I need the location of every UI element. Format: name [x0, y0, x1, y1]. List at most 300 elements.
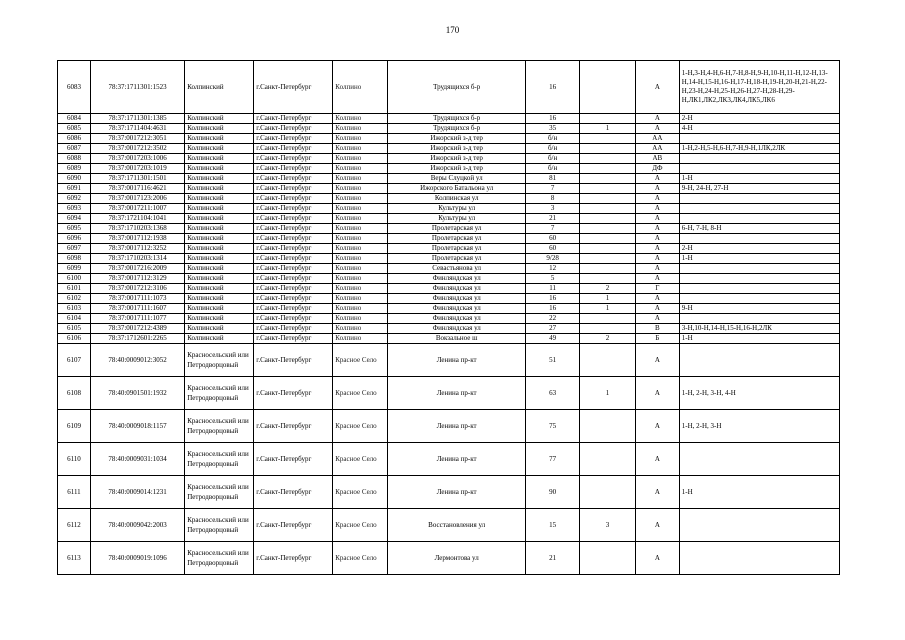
cell-district: Колпинский — [185, 334, 254, 344]
cell-district: Колпинский — [185, 154, 254, 164]
table-row — [58, 61, 840, 114]
cell-cadastral-number: 78:40:0009031:1034 — [90, 443, 184, 476]
cell-building-number — [580, 114, 636, 124]
table-row — [58, 254, 840, 264]
cell-municipality: Красное Село — [333, 476, 388, 509]
cell-district: Колпинский — [185, 204, 254, 214]
cell-building-number: 1 — [580, 304, 636, 314]
cell-letter: А — [635, 224, 679, 234]
cell-cadastral-number: 78:37:0017111:1073 — [90, 294, 184, 304]
cell-row-number: 6091 — [58, 184, 91, 194]
cell-building-number — [580, 134, 636, 144]
cell-street: Пролетарская ул — [388, 244, 526, 254]
cell-city: г.Санкт-Петербург — [254, 234, 333, 244]
cell-row-number: 6101 — [58, 284, 91, 294]
cell-municipality: Красное Село — [333, 410, 388, 443]
cell-house-number: 35 — [526, 124, 580, 134]
cell-municipality: Колпино — [333, 214, 388, 224]
cell-municipality: Красное Село — [333, 542, 388, 575]
cell-cadastral-number: 78:37:0017203:1006 — [90, 154, 184, 164]
cell-district: Колпинский — [185, 234, 254, 244]
cell-row-number: 6111 — [58, 476, 91, 509]
cell-building-number — [580, 244, 636, 254]
cell-premises: 1-Н — [679, 174, 839, 184]
cell-letter: АА — [635, 144, 679, 154]
cell-district: Красносельский или Петродворцовый — [185, 476, 254, 509]
cell-street: Восстановления ул — [388, 509, 526, 542]
cell-premises — [679, 542, 839, 575]
cell-city: г.Санкт-Петербург — [254, 274, 333, 284]
cell-building-number: 2 — [580, 334, 636, 344]
cell-premises: 9-Н — [679, 304, 839, 314]
cell-row-number: 6113 — [58, 542, 91, 575]
cell-city: г.Санкт-Петербург — [254, 284, 333, 294]
cell-street: Культуры ул — [388, 214, 526, 224]
cell-building-number — [580, 234, 636, 244]
cell-premises: 1-Н,3-Н,4-Н,6-Н,7-Н,8-Н,9-Н,10-Н,11-Н,12-Н,13-Н,14-Н,15-Н,16-Н,17-Н,18-Н,19-Н,20-Н,21-Н,22-Н,23-Н,24-Н,25-Н,26-Н,27-Н,28-Н,29-Н,ЛК1,ЛК2,ЛК3,ЛК4,ЛК5,ЛК6 — [679, 61, 839, 114]
cell-letter: А — [635, 294, 679, 304]
cell-district: Колпинский — [185, 124, 254, 134]
table-row — [58, 134, 840, 144]
cell-district: Колпинский — [185, 284, 254, 294]
cell-cadastral-number: 78:37:0017112:3129 — [90, 274, 184, 284]
cell-house-number: 60 — [526, 244, 580, 254]
cell-letter: А — [635, 476, 679, 509]
cell-building-number: 2 — [580, 284, 636, 294]
cell-district: Красносельский или Петродворцовый — [185, 443, 254, 476]
cell-house-number: 90 — [526, 476, 580, 509]
cell-letter: А — [635, 244, 679, 254]
cell-cadastral-number: 78:37:1710203:1368 — [90, 224, 184, 234]
cell-letter: А — [635, 314, 679, 324]
cell-city: г.Санкт-Петербург — [254, 164, 333, 174]
cell-city: г.Санкт-Петербург — [254, 509, 333, 542]
table-row — [58, 304, 840, 314]
cell-building-number — [580, 410, 636, 443]
cell-house-number: 51 — [526, 344, 580, 377]
cell-house-number: б/н — [526, 144, 580, 154]
cell-municipality: Колпино — [333, 204, 388, 214]
cell-street: Трудящихся б-р — [388, 124, 526, 134]
cell-municipality: Колпино — [333, 274, 388, 284]
cell-premises: 2-Н — [679, 244, 839, 254]
cell-row-number: 6098 — [58, 254, 91, 264]
cell-building-number — [580, 274, 636, 284]
cell-building-number — [580, 344, 636, 377]
cell-district: Колпинский — [185, 314, 254, 324]
cell-street: Колпинская ул — [388, 194, 526, 204]
cell-cadastral-number: 78:37:1710203:1314 — [90, 254, 184, 264]
table-row — [58, 334, 840, 344]
cell-street: Ленина пр-кт — [388, 410, 526, 443]
table-row — [58, 294, 840, 304]
cell-municipality: Красное Село — [333, 509, 388, 542]
cell-street: Пролетарская ул — [388, 224, 526, 234]
cell-district: Красносельский или Петродворцовый — [185, 377, 254, 410]
cell-city: г.Санкт-Петербург — [254, 224, 333, 234]
cell-letter: А — [635, 194, 679, 204]
cell-building-number — [580, 476, 636, 509]
cell-letter: А — [635, 443, 679, 476]
cell-house-number: 12 — [526, 264, 580, 274]
table-row — [58, 284, 840, 294]
cell-premises — [679, 204, 839, 214]
cell-premises — [679, 164, 839, 174]
cell-building-number — [580, 204, 636, 214]
cell-house-number: 16 — [526, 294, 580, 304]
cell-row-number: 6087 — [58, 144, 91, 154]
cell-district: Красносельский или Петродворцовый — [185, 542, 254, 575]
cell-house-number: 5 — [526, 274, 580, 284]
cell-house-number: 7 — [526, 184, 580, 194]
cell-street: Культуры ул — [388, 204, 526, 214]
table-row — [58, 410, 840, 443]
cell-letter: А — [635, 377, 679, 410]
cell-building-number — [580, 214, 636, 224]
registry-rows — [58, 61, 840, 575]
cell-house-number: 49 — [526, 334, 580, 344]
cell-row-number: 6103 — [58, 304, 91, 314]
cell-row-number: 6085 — [58, 124, 91, 134]
cell-city: г.Санкт-Петербург — [254, 410, 333, 443]
cell-city: г.Санкт-Петербург — [254, 214, 333, 224]
cell-row-number: 6083 — [58, 61, 91, 114]
cell-letter: Б — [635, 334, 679, 344]
cell-building-number — [580, 542, 636, 575]
cell-house-number: б/н — [526, 134, 580, 144]
cell-row-number: 6092 — [58, 194, 91, 204]
cell-street: Трудящихся б-р — [388, 61, 526, 114]
cell-district: Колпинский — [185, 274, 254, 284]
cell-cadastral-number: 78:40:0009019:1096 — [90, 542, 184, 575]
cell-premises: 1-Н — [679, 254, 839, 264]
cell-district: Колпинский — [185, 324, 254, 334]
cell-building-number — [580, 164, 636, 174]
cell-city: г.Санкт-Петербург — [254, 377, 333, 410]
cell-municipality: Колпино — [333, 244, 388, 254]
table-row — [58, 509, 840, 542]
table-row — [58, 344, 840, 377]
cell-building-number — [580, 194, 636, 204]
cell-house-number: 81 — [526, 174, 580, 184]
cell-district: Красносельский или Петродворцовый — [185, 410, 254, 443]
cell-premises — [679, 509, 839, 542]
cell-building-number — [580, 184, 636, 194]
cell-premises: 1-Н, 2-Н, 3-Н — [679, 410, 839, 443]
table-row — [58, 144, 840, 154]
cell-house-number: б/н — [526, 164, 580, 174]
cell-house-number: 3 — [526, 204, 580, 214]
cell-row-number: 6089 — [58, 164, 91, 174]
table-row — [58, 184, 840, 194]
cell-city: г.Санкт-Петербург — [254, 194, 333, 204]
cell-premises — [679, 344, 839, 377]
cell-row-number: 6110 — [58, 443, 91, 476]
table-row — [58, 214, 840, 224]
cell-city: г.Санкт-Петербург — [254, 61, 333, 114]
cell-premises — [679, 274, 839, 284]
table-row — [58, 324, 840, 334]
cell-building-number — [580, 224, 636, 234]
cell-premises: 1-Н,2-Н,5-Н,6-Н,7-Н,9-Н,1ЛК,2ЛК — [679, 144, 839, 154]
cell-row-number: 6099 — [58, 264, 91, 274]
cell-district: Красносельский или Петродворцовый — [185, 509, 254, 542]
cell-cadastral-number: 78:40:0009014:1231 — [90, 476, 184, 509]
cell-letter: А — [635, 204, 679, 214]
cell-municipality: Колпино — [333, 134, 388, 144]
cell-premises: 1-Н — [679, 476, 839, 509]
cell-municipality: Колпино — [333, 234, 388, 244]
cell-municipality: Колпино — [333, 164, 388, 174]
cell-row-number: 6084 — [58, 114, 91, 124]
cell-municipality: Колпино — [333, 184, 388, 194]
cell-row-number: 6108 — [58, 377, 91, 410]
cell-house-number: 60 — [526, 234, 580, 244]
cell-city: г.Санкт-Петербург — [254, 334, 333, 344]
cell-house-number: 9/28 — [526, 254, 580, 264]
page-number: 170 — [445, 25, 460, 35]
table-row — [58, 476, 840, 509]
cell-premises — [679, 314, 839, 324]
cell-row-number: 6090 — [58, 174, 91, 184]
cell-premises — [679, 294, 839, 304]
cell-row-number: 6106 — [58, 334, 91, 344]
cell-letter: АА — [635, 134, 679, 144]
cell-letter: А — [635, 509, 679, 542]
cell-row-number: 6105 — [58, 324, 91, 334]
cell-city: г.Санкт-Петербург — [254, 174, 333, 184]
cell-cadastral-number: 78:37:0017116:4621 — [90, 184, 184, 194]
cell-municipality: Красное Село — [333, 344, 388, 377]
cell-street: Вокзальное ш — [388, 334, 526, 344]
cell-street: Ленина пр-кт — [388, 344, 526, 377]
table-row — [58, 174, 840, 184]
cell-city: г.Санкт-Петербург — [254, 344, 333, 377]
cell-city: г.Санкт-Петербург — [254, 264, 333, 274]
cell-house-number: 8 — [526, 194, 580, 204]
cell-cadastral-number: 78:37:0017111:1607 — [90, 304, 184, 314]
cell-house-number: 27 — [526, 324, 580, 334]
cell-letter: А — [635, 254, 679, 264]
cell-building-number — [580, 324, 636, 334]
table-row — [58, 377, 840, 410]
cell-house-number: б/н — [526, 154, 580, 164]
cell-letter: А — [635, 264, 679, 274]
cell-cadastral-number: 78:40:0901501:1932 — [90, 377, 184, 410]
cell-municipality: Колпино — [333, 61, 388, 114]
cell-municipality: Колпино — [333, 194, 388, 204]
cell-cadastral-number: 78:37:1711301:1385 — [90, 114, 184, 124]
cell-letter: А — [635, 304, 679, 314]
cell-city: г.Санкт-Петербург — [254, 304, 333, 314]
cell-municipality: Красное Село — [333, 443, 388, 476]
cell-house-number: 16 — [526, 61, 580, 114]
cell-premises: 4-Н — [679, 124, 839, 134]
cell-city: г.Санкт-Петербург — [254, 254, 333, 264]
cell-premises: 1-Н, 2-Н, 3-Н, 4-Н — [679, 377, 839, 410]
cell-cadastral-number: 78:37:0017112:3252 — [90, 244, 184, 254]
cell-city: г.Санкт-Петербург — [254, 154, 333, 164]
cell-cadastral-number: 78:37:0017212:3051 — [90, 134, 184, 144]
cell-district: Колпинский — [185, 134, 254, 144]
cell-district: Колпинский — [185, 224, 254, 234]
cell-cadastral-number: 78:37:0017203:1019 — [90, 164, 184, 174]
cell-house-number: 16 — [526, 304, 580, 314]
cell-street: Финляндская ул — [388, 294, 526, 304]
cell-district: Колпинский — [185, 114, 254, 124]
cell-cadastral-number: 78:37:0017123:2006 — [90, 194, 184, 204]
table-row — [58, 164, 840, 174]
cell-cadastral-number: 78:37:0017212:4389 — [90, 324, 184, 334]
table-row — [58, 314, 840, 324]
cell-city: г.Санкт-Петербург — [254, 124, 333, 134]
table-row — [58, 124, 840, 134]
cell-street: Ижорского Батальона ул — [388, 184, 526, 194]
cell-street: Ленина пр-кт — [388, 443, 526, 476]
cell-city: г.Санкт-Петербург — [254, 114, 333, 124]
cell-building-number — [580, 154, 636, 164]
cell-district: Колпинский — [185, 264, 254, 274]
cell-district: Колпинский — [185, 144, 254, 154]
table-row — [58, 244, 840, 254]
cell-premises: 9-Н, 24-Н, 27-Н — [679, 184, 839, 194]
cell-district: Колпинский — [185, 254, 254, 264]
cell-letter: А — [635, 344, 679, 377]
cell-street: Финляндская ул — [388, 314, 526, 324]
cell-row-number: 6096 — [58, 234, 91, 244]
cell-street: Финляндская ул — [388, 304, 526, 314]
cell-street: Ижорский з-д тер — [388, 154, 526, 164]
cell-cadastral-number: 78:37:0017216:2009 — [90, 264, 184, 274]
cell-cadastral-number: 78:37:1711404:4631 — [90, 124, 184, 134]
cell-municipality: Колпино — [333, 254, 388, 264]
cell-premises — [679, 443, 839, 476]
cell-city: г.Санкт-Петербург — [254, 542, 333, 575]
cell-street: Ижорский з-д тер — [388, 164, 526, 174]
cell-city: г.Санкт-Петербург — [254, 314, 333, 324]
cell-municipality: Колпино — [333, 124, 388, 134]
cell-premises — [679, 194, 839, 204]
cell-cadastral-number: 78:37:1721104:1041 — [90, 214, 184, 224]
table-row — [58, 204, 840, 214]
cell-row-number: 6095 — [58, 224, 91, 234]
cell-district: Колпинский — [185, 184, 254, 194]
cell-city: г.Санкт-Петербург — [254, 294, 333, 304]
cell-house-number: 77 — [526, 443, 580, 476]
cell-street: Веры Слуцкой ул — [388, 174, 526, 184]
cell-row-number: 6094 — [58, 214, 91, 224]
cell-city: г.Санкт-Петербург — [254, 184, 333, 194]
cell-house-number: 7 — [526, 224, 580, 234]
cell-cadastral-number: 78:37:0017111:1077 — [90, 314, 184, 324]
cell-city: г.Санкт-Петербург — [254, 204, 333, 214]
cell-row-number: 6109 — [58, 410, 91, 443]
cell-house-number: 11 — [526, 284, 580, 294]
cell-street: Трудящихся б-р — [388, 114, 526, 124]
cell-cadastral-number: 78:37:0017212:3106 — [90, 284, 184, 294]
cell-building-number — [580, 314, 636, 324]
cell-house-number: 21 — [526, 542, 580, 575]
cell-row-number: 6093 — [58, 204, 91, 214]
cell-district: Колпинский — [185, 194, 254, 204]
cell-house-number: 15 — [526, 509, 580, 542]
cell-premises: 2-Н — [679, 114, 839, 124]
cell-municipality: Колпино — [333, 284, 388, 294]
cell-district: Колпинский — [185, 164, 254, 174]
cell-street: Ижорский з-д тер — [388, 134, 526, 144]
cell-cadastral-number: 78:37:0017212:3502 — [90, 144, 184, 154]
cell-premises: 3-Н,10-Н,14-Н,15-Н,16-Н,2ЛК — [679, 324, 839, 334]
cell-building-number — [580, 264, 636, 274]
cell-row-number: 6107 — [58, 344, 91, 377]
cell-building-number: 1 — [580, 124, 636, 134]
cell-street: Севастьянова ул — [388, 264, 526, 274]
cell-letter: А — [635, 214, 679, 224]
cell-row-number: 6102 — [58, 294, 91, 304]
cell-row-number: 6088 — [58, 154, 91, 164]
cell-street: Ижорский з-д тер — [388, 144, 526, 154]
cell-building-number — [580, 254, 636, 264]
cell-street: Финляндская ул — [388, 274, 526, 284]
cell-premises — [679, 264, 839, 274]
cell-street: Пролетарская ул — [388, 234, 526, 244]
cell-street: Пролетарская ул — [388, 254, 526, 264]
cell-building-number — [580, 174, 636, 184]
cell-municipality: Колпино — [333, 334, 388, 344]
cell-district: Красносельский или Петродворцовый — [185, 344, 254, 377]
table-row — [58, 443, 840, 476]
cell-row-number: 6097 — [58, 244, 91, 254]
cell-municipality: Колпино — [333, 264, 388, 274]
cell-building-number — [580, 61, 636, 114]
cell-letter: В — [635, 324, 679, 334]
cell-district: Колпинский — [185, 304, 254, 314]
table-row — [58, 274, 840, 284]
cell-house-number: 16 — [526, 114, 580, 124]
cell-letter: А — [635, 61, 679, 114]
cell-district: Колпинский — [185, 294, 254, 304]
cell-street: Финляндская ул — [388, 324, 526, 334]
cell-municipality: Колпино — [333, 324, 388, 334]
cell-cadastral-number: 78:37:1711301:1501 — [90, 174, 184, 184]
cell-cadastral-number: 78:37:0017112:1938 — [90, 234, 184, 244]
cell-street: Лермонтова ул — [388, 542, 526, 575]
cell-cadastral-number: 78:37:0017211:1007 — [90, 204, 184, 214]
cell-premises — [679, 154, 839, 164]
table-row — [58, 224, 840, 234]
cell-district: Колпинский — [185, 244, 254, 254]
cell-letter: А — [635, 124, 679, 134]
cell-building-number: 1 — [580, 294, 636, 304]
cell-municipality: Колпино — [333, 154, 388, 164]
table-row — [58, 154, 840, 164]
cell-cadastral-number: 78:40:0009012:3052 — [90, 344, 184, 377]
cell-city: г.Санкт-Петербург — [254, 476, 333, 509]
cell-premises: 6-Н, 7-Н, 8-Н — [679, 224, 839, 234]
cell-cadastral-number: 78:37:1712601:2265 — [90, 334, 184, 344]
cell-letter: А — [635, 174, 679, 184]
cell-letter: А — [635, 184, 679, 194]
cell-city: г.Санкт-Петербург — [254, 324, 333, 334]
cell-house-number: 75 — [526, 410, 580, 443]
cell-cadastral-number: 78:40:0009042:2003 — [90, 509, 184, 542]
table-row — [58, 234, 840, 244]
cell-row-number: 6112 — [58, 509, 91, 542]
cell-municipality: Колпино — [333, 314, 388, 324]
cell-building-number — [580, 144, 636, 154]
cell-letter: АВ — [635, 154, 679, 164]
cell-city: г.Санкт-Петербург — [254, 443, 333, 476]
